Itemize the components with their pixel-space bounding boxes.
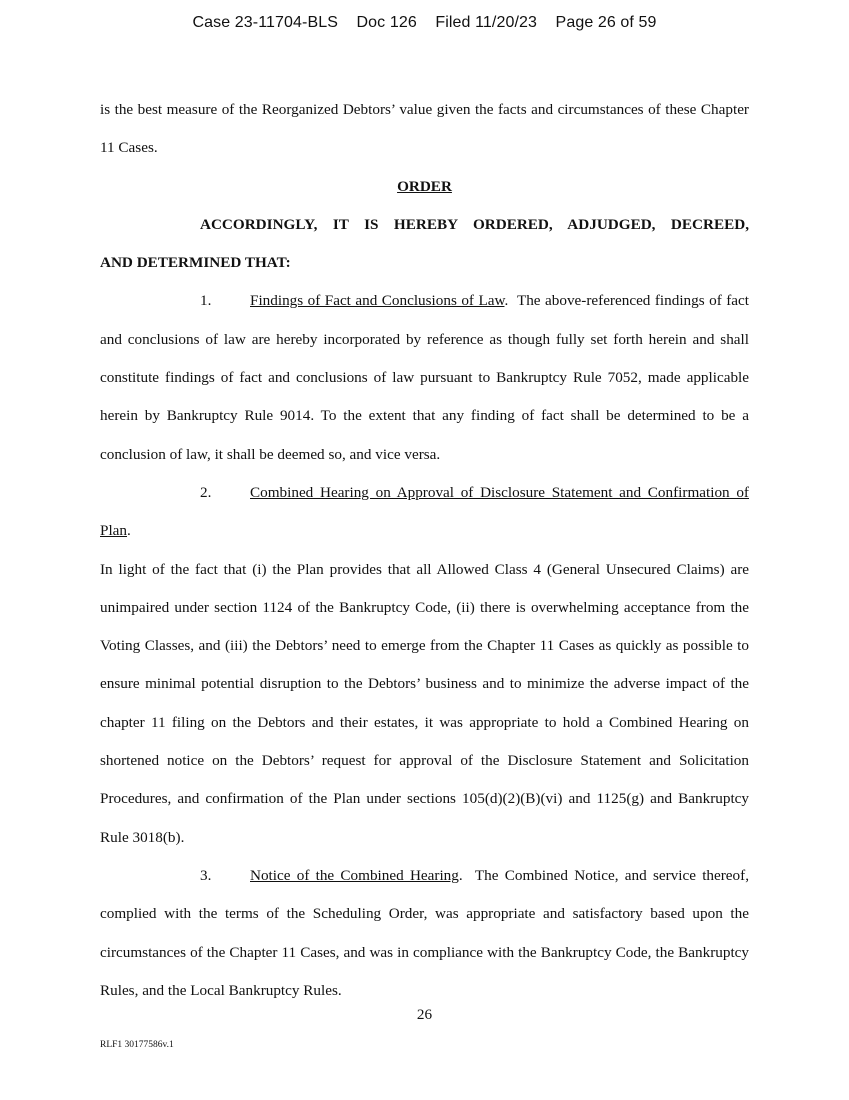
paragraph-1: [100, 282, 749, 473]
paragraph-heading: Findings of Fact and Conclusions of Law: [250, 292, 505, 310]
paragraph-2: [100, 474, 749, 857]
paragraph-text: The Combined Notice, and service thereof, complied with the terms of the Scheduling Order, was appropriate and satisfactory based upon the circumstances of the Chapter 11 Cases, and was in compliance with the Bankruptcy Code, the Bankruptcy Rules, and the Local Bankruptcy Rules.: [100, 866, 749, 999]
document-id: RLF1 30177586v.1: [100, 1040, 174, 1050]
docket-number: Doc 126: [356, 14, 417, 31]
paragraph-heading: Combined Hearing on Approval of Disclosure Statement and Confirmation of Plan: [100, 483, 749, 540]
paragraph-text: The above-referenced findings of fact and conclusions of law are hereby incorporated by reference as though fully set forth herein and shall constitute findings of fact and conclusions of law pursuant to Bankruptcy Rule 7052, made applicable herein by Bankruptcy Rule 9014. To the extent that any finding of fact shall be determined to be a conclusion of law, it shall be deemed so, and vice versa.: [100, 292, 749, 463]
decree-line-1: ACCORDINGLY, IT IS HEREBY ORDERED, ADJUDGED, DECREED,: [200, 215, 749, 233]
heading-period: .: [458, 866, 463, 884]
case-number: Case 23-11704-BLS: [192, 14, 338, 31]
paragraph-heading: Notice of the Combined Hearing: [250, 866, 459, 884]
order-heading: ORDER: [397, 177, 452, 195]
filed-date: Filed 11/20/23: [435, 14, 537, 31]
heading-period: .: [504, 292, 509, 310]
paragraph-number: 1.: [200, 292, 212, 310]
document-body: [100, 91, 749, 1010]
intro-paragraph: is the best measure of the Reorganized Debtors’ value given the facts and circumstances of these Chapter 11 Cases.: [100, 101, 749, 157]
paragraph-number: 2.: [200, 483, 212, 501]
page-indicator: Page 26 of 59: [555, 14, 657, 31]
heading-period: .: [127, 522, 131, 540]
paragraph-3: [100, 857, 749, 1010]
court-filing-header: [0, 14, 849, 32]
page-number: 26: [416, 1006, 433, 1023]
decree-line-2: AND DETERMINED THAT:: [100, 254, 291, 272]
paragraph-text: In light of the fact that (i) the Plan provides that all Allowed Class 4 (General Unsecured Claims) are unimpaired under section 1124 of the Bankruptcy Code, (ii) there is overwhelming acceptance from the Voting Classes, and (iii) the Debtors’ need to emerge from the Chapter 11 Cases as quickly as possible to ensure minimal potential disruption to the Debtors’ business and to minimize the adverse impact of the chapter 11 filing on the Debtors and their estates, it was appropriate to hold a Combined Hearing on shortened notice on the Debtors’ request for approval of the Disclosure Statement and Solicitation Procedures, and confirmation of the Plan under sections 105(d)(2)(B)(vi) and 1125(g) and Bankruptcy Rule 3018(b).: [100, 560, 749, 846]
paragraph-number: 3.: [200, 866, 212, 884]
